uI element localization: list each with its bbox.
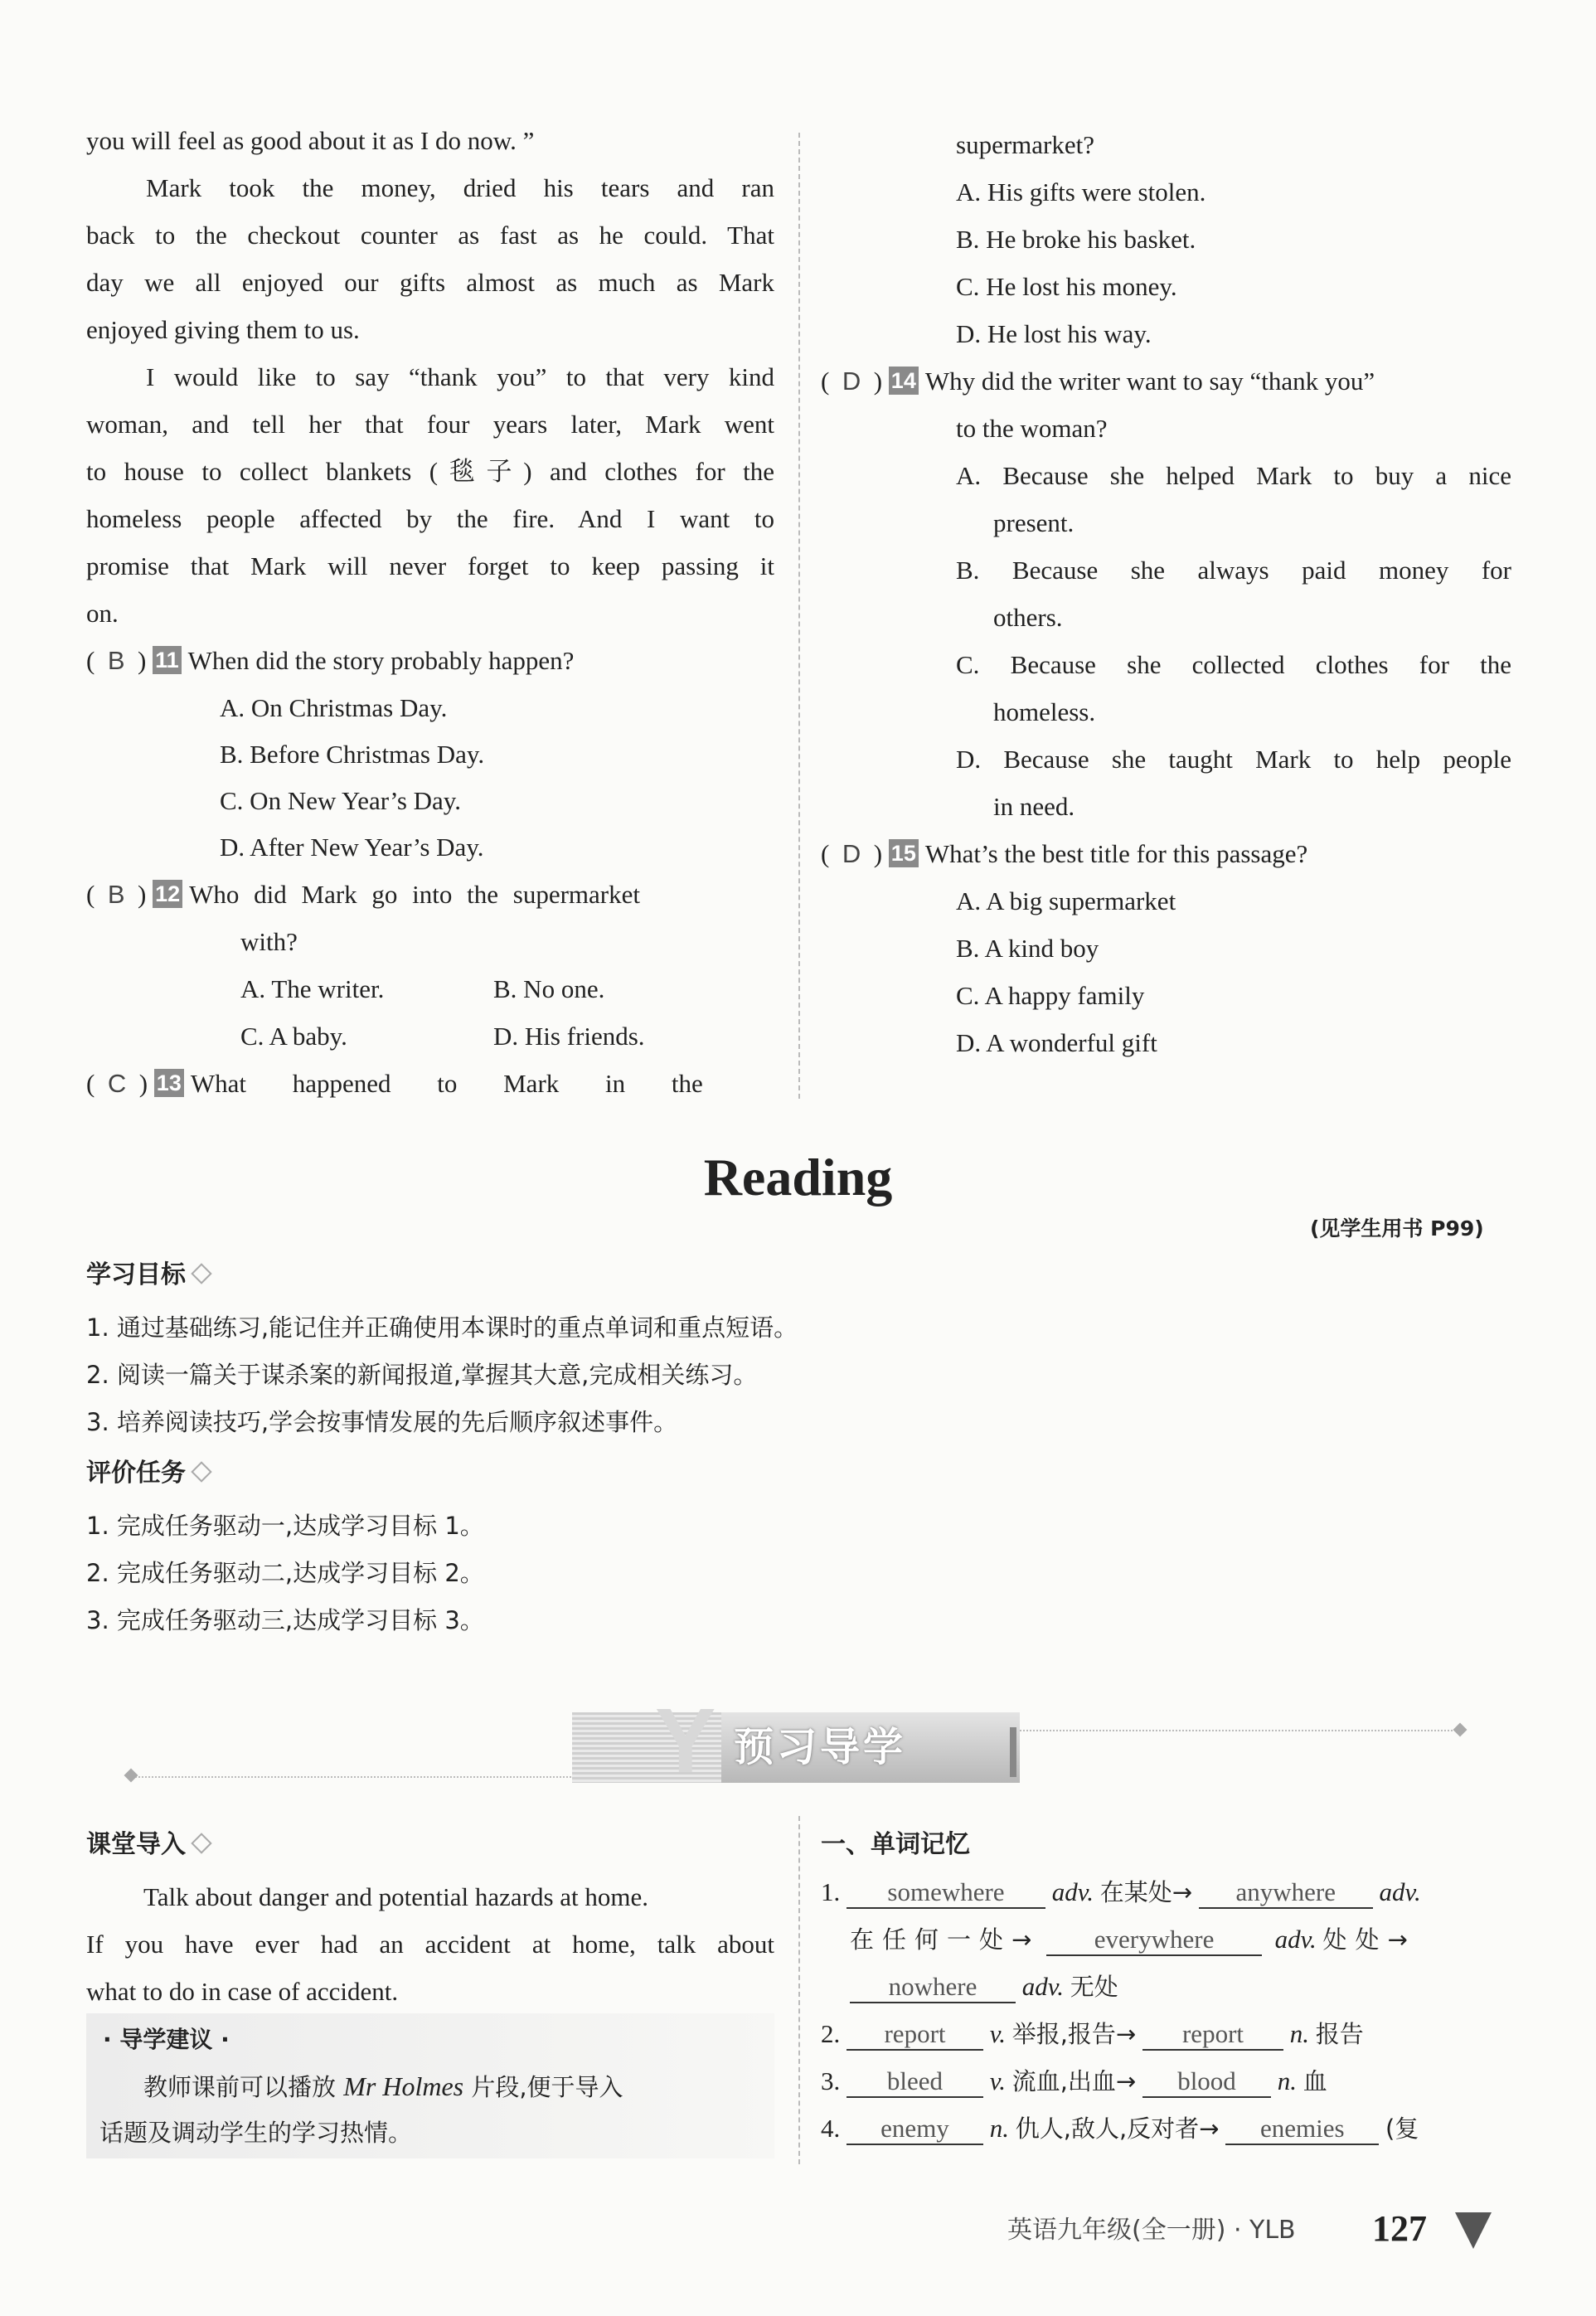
passage-line: I would like to say “thank you” to that very kind	[146, 362, 774, 391]
question-text-cont: supermarket?	[956, 130, 1094, 159]
vocab-meaning: 在某处→	[1099, 1878, 1193, 1906]
vocab-answer: bleed	[847, 2066, 983, 2098]
vocab-meaning: 处处→	[1322, 1925, 1416, 1954]
answer-paren-close: )	[873, 839, 883, 868]
question-number-badge: 13	[154, 1069, 184, 1097]
banner-edge	[1010, 1727, 1016, 1777]
goal-item: 1. 通过基础练习,能记住并正确使用本课时的重点单词和重点短语。	[86, 1313, 798, 1342]
vocab-tail: (复	[1385, 2115, 1419, 2143]
answer-paren-close: )	[138, 646, 147, 675]
option: A. The writer.	[240, 974, 385, 1003]
vocab-meaning: 仇人,敌人,反对者→	[1015, 2115, 1220, 2143]
option-cont: present.	[993, 508, 1075, 537]
vocab-meaning: 血	[1303, 2067, 1327, 2095]
tip-heading: · 导学建议 ·	[103, 2026, 230, 2053]
vocab-pos: n.	[989, 2114, 1009, 2143]
option: C. A happy family	[956, 981, 1145, 1010]
tip-line: 话题及调动学生的学习热情。	[99, 2119, 413, 2147]
intro-heading	[86, 1828, 209, 1862]
question-stem	[86, 644, 574, 677]
tasks-heading-text: 评价任务	[86, 1459, 186, 1488]
question-text-cont: with?	[240, 927, 298, 956]
column-divider	[798, 1816, 800, 2164]
vocab-meaning: 报告	[1315, 2020, 1364, 2048]
column-divider	[798, 133, 800, 1099]
answer-value: B	[107, 646, 125, 675]
vocab-pos: adv.	[1051, 1877, 1094, 1906]
passage-line: to house to collect blankets (毯子) and clothes for the	[86, 457, 774, 486]
passage-line: on.	[86, 599, 119, 628]
option: B. He broke his basket.	[956, 225, 1196, 254]
question-number-badge: 14	[889, 367, 919, 395]
option: C. On New Year’s Day.	[220, 786, 462, 815]
vocab-item-1-cont	[850, 1923, 1416, 1956]
diamond-icon	[191, 1833, 211, 1853]
option: B. Before Christmas Day.	[220, 740, 485, 769]
passage-line: homeless people affected by the fire. And I want to	[86, 504, 774, 533]
goals-heading	[86, 1259, 209, 1292]
vocab-heading: 一、单词记忆	[821, 1830, 970, 1859]
banner-line-right	[1020, 1730, 1459, 1731]
answer-paren-close: )	[138, 880, 147, 909]
answer-value: D	[842, 367, 861, 396]
question-number-badge: 15	[889, 839, 919, 867]
vocab-pos: n.	[1289, 2019, 1309, 2048]
intro-line: what to do in case of accident.	[86, 1977, 399, 2006]
banner-title: 预习导学	[734, 1724, 907, 1770]
vocab-num: 1.	[821, 1877, 841, 1906]
question-number-badge: 11	[153, 646, 182, 674]
intro-line: If you have ever had an accident at home, talk about	[86, 1930, 774, 1959]
option-cont: in need.	[993, 792, 1075, 821]
banner-diamond-left	[124, 1769, 138, 1783]
option: A. His gifts were stolen.	[956, 177, 1206, 206]
option: D. Because she taught Mark to help people	[956, 745, 1511, 774]
vocab-item-1-cont	[850, 1970, 1118, 2003]
vocab-answer: nowhere	[850, 1972, 1016, 2003]
question-stem	[86, 878, 774, 911]
vocab-pos: adv.	[1274, 1925, 1317, 1954]
option: C. A baby.	[240, 1022, 347, 1051]
question-text: What’s the best title for this passage?	[924, 839, 1308, 868]
answer-paren-open: (	[86, 646, 95, 675]
vocab-meaning: 流血,出血→	[1011, 2067, 1137, 2095]
passage-line: back to the checkout counter as fast as he could. That	[86, 221, 774, 250]
question-stem	[821, 838, 1307, 871]
option-cont: homeless.	[993, 697, 1096, 726]
option: A. Because she helped Mark to buy a nice	[956, 461, 1511, 490]
option: D. His friends.	[493, 1022, 645, 1051]
vocab-pos: adv.	[1021, 1972, 1064, 2001]
footer-book-label: 英语九年级(全一册) · YLB	[1007, 2216, 1296, 2245]
option: D. He lost his way.	[956, 319, 1152, 348]
vocab-meaning: 在任何一处→	[850, 1925, 1041, 1954]
banner-diamond-right	[1453, 1723, 1467, 1737]
vocab-meaning: 无处	[1070, 1973, 1118, 2001]
vocab-answer: everywhere	[1046, 1925, 1262, 1956]
option: B. No one.	[493, 974, 605, 1003]
tip-text: 片段,便于导入	[471, 2073, 623, 2101]
goal-item: 3. 培养阅读技巧,学会按事情发展的先后顺序叙述事件。	[86, 1408, 678, 1436]
option: D. After New Year’s Day.	[220, 833, 484, 862]
answer-paren-close: )	[873, 367, 883, 396]
page-corner-icon	[1455, 2212, 1492, 2249]
vocab-item-4	[821, 2112, 1419, 2145]
vocab-pos: v.	[989, 2066, 1006, 2095]
question-stem	[86, 1067, 703, 1100]
answer-paren-open: (	[86, 880, 95, 909]
intro-line: Talk about danger and potential hazards at home.	[143, 1882, 648, 1911]
vocab-meaning: 举报,报告→	[1011, 2020, 1137, 2048]
vocab-item-1	[821, 1876, 1421, 1909]
section-title: Reading	[703, 1148, 893, 1207]
answer-paren-open: (	[86, 1069, 95, 1098]
answer-paren-open: (	[821, 839, 830, 868]
answer-paren-open: (	[821, 367, 830, 396]
answer-value: C	[107, 1069, 127, 1098]
task-item: 2. 完成任务驱动二,达成学习目标 2。	[86, 1559, 484, 1587]
vocab-pos: adv.	[1379, 1877, 1421, 1906]
option: D. A wonderful gift	[956, 1028, 1157, 1057]
tip-text: 教师课前可以播放	[143, 2073, 337, 2101]
passage-line: woman, and tell her that four years later, Mark went	[86, 410, 774, 439]
page-number: 127	[1372, 2208, 1427, 2249]
question-text-cont: to the woman?	[956, 414, 1108, 443]
tasks-heading	[86, 1457, 209, 1490]
diamond-icon	[191, 1263, 211, 1284]
question-text: What happened to Mark in the	[190, 1069, 703, 1098]
passage-line: promise that Mark will never forget to keep passing it	[86, 551, 774, 580]
vocab-answer: report	[1142, 2019, 1283, 2051]
option: C. Because she collected clothes for the	[956, 650, 1511, 679]
option-cont: others.	[993, 603, 1063, 632]
question-text: Who did Mark go into the supermarket	[189, 880, 640, 909]
question-stem	[821, 365, 1375, 398]
task-item: 3. 完成任务驱动三,达成学习目标 3。	[86, 1606, 484, 1634]
question-text: Why did the writer want to say “thank you”	[924, 367, 1375, 396]
option: A. A big supermarket	[956, 886, 1176, 915]
vocab-answer: somewhere	[847, 1877, 1045, 1909]
passage-line: enjoyed giving them to us.	[86, 315, 360, 344]
vocab-num: 4.	[821, 2114, 841, 2143]
vocab-pos: v.	[989, 2019, 1006, 2048]
passage-line: you will feel as good about it as I do now. ”	[86, 126, 535, 155]
tip-title: Mr Holmes	[343, 2071, 464, 2101]
option: B. A kind boy	[956, 934, 1099, 963]
vocab-answer: anywhere	[1199, 1877, 1373, 1909]
diamond-icon	[191, 1461, 211, 1482]
vocab-item-2	[821, 2017, 1364, 2051]
intro-heading-text: 课堂导入	[86, 1830, 186, 1859]
option: C. He lost his money.	[956, 272, 1177, 301]
vocab-answer: enemies	[1225, 2114, 1379, 2145]
vocab-answer: blood	[1142, 2066, 1271, 2098]
passage-line: day we all enjoyed our gifts almost as much as Mark	[86, 268, 774, 297]
passage-line: Mark took the money, dried his tears and ran	[146, 173, 774, 202]
tip-line	[143, 2070, 623, 2104]
vocab-num: 2.	[821, 2019, 841, 2048]
question-text: When did the story probably happen?	[187, 646, 575, 675]
vocab-answer: enemy	[847, 2114, 983, 2145]
vocab-num: 3.	[821, 2066, 841, 2095]
answer-paren-close: )	[138, 1069, 148, 1098]
question-number-badge: 12	[153, 880, 182, 908]
vocab-pos: n.	[1277, 2066, 1297, 2095]
banner-letter: Y	[655, 1690, 716, 1792]
answer-value: D	[842, 839, 861, 868]
goals-heading-text: 学习目标	[86, 1260, 186, 1289]
option: B. Because she always paid money for	[956, 556, 1511, 585]
vocab-item-3	[821, 2065, 1327, 2098]
task-item: 1. 完成任务驱动一,达成学习目标 1。	[86, 1512, 484, 1540]
vocab-answer: report	[847, 2019, 983, 2051]
option: A. On Christmas Day.	[220, 693, 448, 722]
student-book-ref: (见学生用书 P99)	[1310, 1216, 1484, 1241]
goal-item: 2. 阅读一篇关于谋杀案的新闻报道,掌握其大意,完成相关练习。	[86, 1361, 758, 1389]
answer-value: B	[107, 880, 125, 909]
